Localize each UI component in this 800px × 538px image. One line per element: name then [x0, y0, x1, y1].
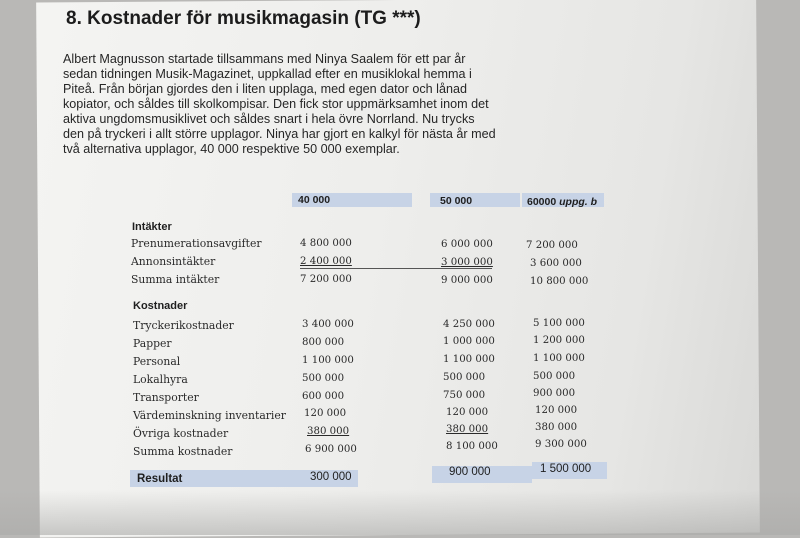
page-shadow [0, 490, 800, 535]
cell-value: 2 400 000 [300, 256, 352, 267]
cell-value: 380 000 [446, 424, 489, 435]
cell-value: 3 000 000 [441, 257, 493, 268]
cell-value: 1 000 000 [443, 336, 495, 347]
cell-value: 120 000 [535, 405, 578, 416]
cell-value: 600 000 [302, 391, 345, 402]
cell-value: 800 000 [302, 337, 345, 348]
cell-value: 5 100 000 [533, 318, 585, 329]
row-label: Prenumerationsavgifter [131, 237, 262, 250]
cell-value: 4 250 000 [443, 319, 495, 330]
cell-value: 6 900 000 [305, 444, 357, 455]
cell-value: 500 000 [443, 372, 486, 383]
cell-value: 4 800 000 [300, 238, 352, 249]
paragraph-line: Piteå. Från början gjordes den i liten upplaga, med egen dator och lånad [63, 82, 467, 96]
cell-value: 120 000 [446, 407, 489, 418]
column-header-40000: 40 000 [298, 194, 331, 206]
row-label: Annonsintäkter [131, 255, 216, 268]
cell-value: 7 200 000 [300, 274, 352, 285]
row-label: Summa intäkter [131, 273, 220, 286]
column-header-value: 60000 [527, 196, 557, 208]
cell-value: 6 000 000 [441, 239, 493, 250]
cell-value: 1 100 000 [302, 355, 354, 366]
cell-value: 120 000 [304, 408, 347, 419]
cell-value: 1 200 000 [533, 335, 585, 346]
column-note: uppg. b [559, 196, 598, 208]
row-label: Personal [133, 355, 181, 368]
result-value: 900 000 [449, 466, 491, 478]
paragraph-line: kopiator, och såldes till skolkompisar. Den fick stor uppmärksamhet inom det [63, 97, 489, 111]
row-label: Papper [133, 337, 172, 350]
result-value: 300 000 [310, 471, 352, 483]
cell-value: 380 000 [307, 426, 350, 437]
row-label: Lokalhyra [133, 373, 188, 386]
cell-value: 500 000 [302, 373, 345, 384]
costs-section-title: Kostnader [133, 300, 188, 312]
cell-value: 10 800 000 [530, 276, 589, 287]
cell-value: 9 000 000 [441, 275, 493, 286]
cell-value: 3 400 000 [302, 319, 354, 330]
result-value: 1 500 000 [540, 463, 592, 475]
cell-value: 380 000 [535, 422, 578, 433]
column-header-60000 [527, 196, 597, 208]
cell-value: 1 100 000 [533, 353, 585, 364]
paragraph-line: sedan tidningen Musik-Magazinet, uppkallad efter en musiklokal hemma i [63, 67, 472, 81]
cell-value: 900 000 [533, 388, 576, 399]
paragraph-line: aktiva ungdomsmusiklivet och såldes snart i hela övre Norrland. Nu trycks [63, 112, 475, 126]
paragraph-line: två alternativa upplagor, 40 000 respektive 50 000 exemplar. [63, 142, 400, 156]
cell-value: 1 100 000 [443, 354, 495, 365]
row-label: Övriga kostnader [133, 427, 229, 440]
cell-value: 7 200 000 [526, 240, 578, 251]
cell-value: 9 300 000 [535, 439, 587, 450]
paragraph-line: den på tryckeri i allt större upplagor. Ninya har gjort en kalkyl för nästa år med [63, 127, 496, 141]
paragraph-line: Albert Magnusson startade tillsammans med Ninya Saalem för ett par år [63, 52, 466, 66]
row-label: Tryckerikostnader [133, 319, 234, 332]
row-label: Värdeminskning inventarier [133, 409, 286, 422]
result-label: Resultat [137, 473, 183, 485]
income-section-title: Intäkter [132, 221, 172, 233]
cell-value: 3 600 000 [530, 258, 582, 269]
exercise-heading: 8. Kostnader för musikmagasin (TG ***) [66, 8, 421, 29]
cell-value: 750 000 [443, 390, 486, 401]
column-header-50000: 50 000 [440, 195, 473, 207]
row-label: Summa kostnader [133, 445, 233, 458]
row-label: Transporter [133, 391, 199, 404]
cell-value: 500 000 [533, 371, 576, 382]
cell-value: 8 100 000 [446, 441, 498, 452]
sum-line [300, 268, 492, 269]
